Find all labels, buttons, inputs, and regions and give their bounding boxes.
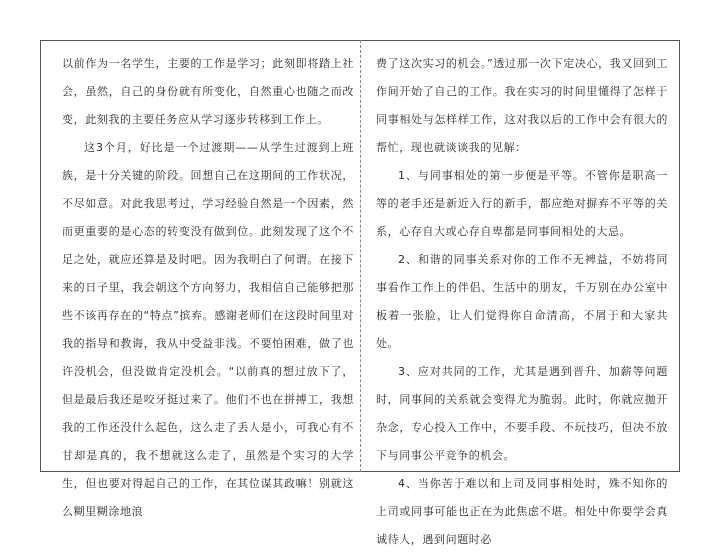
paragraph: 1、与同事相处的第一步便是平等。不管你是职高一等的老手还是新近入行的新手，都应绝对摒弃不平等的关系，心存自大或心存自卑都是同事间相处的大忌。 [376, 169, 668, 238]
paragraph: 3、应对共同的工作，尤其是遇到晋升、加薪等问题时，同事间的关系就会变得尤为脆弱。此时，你就应拋开杂念，专心投入工作中，不要手段、不玩技巧，但决不放下与同事公平竞争的机会。 [376, 365, 668, 462]
left-column [62, 50, 354, 526]
paragraph: 以前作为一名学生，主要的工作是学习；此刻即将踏上社会，虽然，自己的身份就有所变化，自然重心也随之而改变，此刻我的主要任务应从学习逐步转移到工作上。 [62, 57, 354, 126]
paragraph: 2、和谐的同事关系对你的工作不无裨益，不妨将同事看作工作上的伴侣、生活中的朋友，千万别在办公室中板着一张脸，让人们觉得你自命清高，不屑于和大家共处。 [376, 253, 668, 350]
column-divider [360, 40, 361, 472]
paragraph: 这3个月，好比是一个过渡期——从学生过渡到上班族，是十分关键的阶段。回想自己在这期间的工作状况，不尽如意。对此我思考过，学习经验自然是一个因素，然而更重要的是心态的转变没有做到位。此刻发现了这个不足之处，就应还算是及时吧。因为我明白了何谓。在接下来的日子里，我会朝这个方向努力，我相信自己能够把那些不该再存在的“特点”摈弃。感谢老师们在这段时间里对我的指导和教诲，我从中受益非浅。不要怕困难，做了也许没机会，但没做肯定没机会。“以前真的想过放下了，但是最后我还是咬牙挺过来了。他们不也在拼搏工，我想我的工作还没什么起色，这么走了丢人是小，可我心有不甘却是真的，我不想就这么走了，虽然是个实习的大学生，但也要对得起自己的工作，在其位谋其政嘛！别就这么糊里糊涂地浪 [62, 141, 354, 518]
paragraph: 4、当你苦于难以和上司及同事相处时，殊不知你的上司或同事可能也正在为此焦虑不堪。相处中你要学会真诚待人，遇到问题时必 [376, 477, 668, 546]
paragraph: 费了这次实习的机会。”透过那一次下定决心，我又回到工作间开始了自己的工作。我在实习的时间里懂得了怎样于同事相处与怎样样工作，这对我以后的工作中会有很大的帮忙，现也就谈谈我的见解： [376, 57, 668, 154]
right-column [376, 50, 668, 554]
